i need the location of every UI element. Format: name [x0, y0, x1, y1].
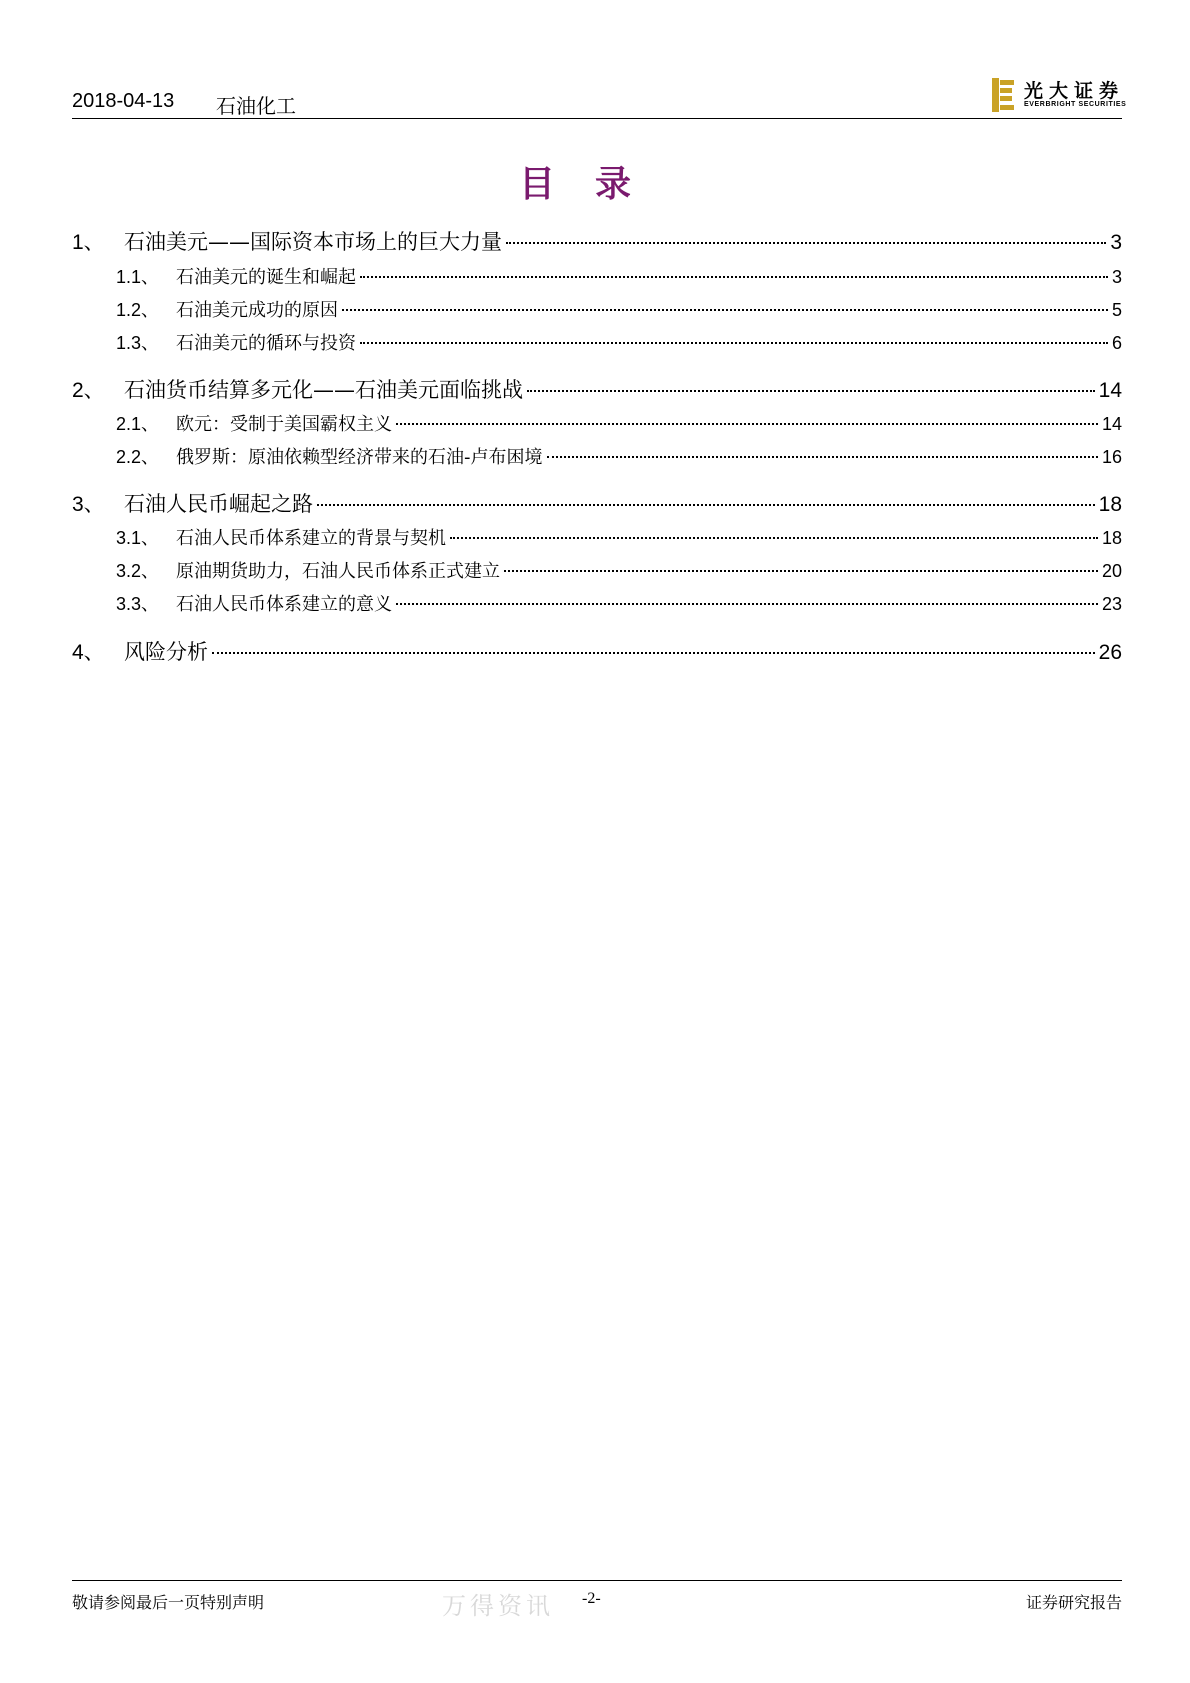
toc-entry-number: 4、: [72, 641, 105, 664]
toc-entry-number: 1、: [72, 231, 105, 254]
toc-entry[interactable]: [72, 296, 1122, 322]
toc-entry-title: 原油期货助力，石油人民币体系正式建立: [176, 561, 500, 582]
toc-entry-page: 6: [1111, 333, 1122, 353]
toc-entry-title: 石油美元成功的原因: [176, 300, 338, 321]
toc-entry-number: 1.3、: [116, 333, 160, 353]
logo-name-cn: 光大证券: [1024, 80, 1125, 102]
toc-leader-dots: [504, 570, 1098, 572]
toc-entry-number: 2.2、: [116, 447, 160, 467]
toc-entry-title: 欧元：受制于美国霸权主义: [176, 414, 392, 435]
toc-entry-page: 14: [1101, 414, 1122, 434]
toc-entry[interactable]: [72, 374, 1122, 404]
toc-entry-title: 石油货币结算多元化——石油美元面临挑战: [124, 378, 523, 402]
page-number: -2-: [582, 1590, 601, 1607]
report-type: 证券研究报告: [1025, 1593, 1122, 1612]
toc-entry[interactable]: [72, 443, 1122, 469]
toc-entry[interactable]: [72, 590, 1122, 616]
toc-entry-page: 3: [1111, 267, 1122, 287]
everbright-logo-icon: [992, 78, 1018, 112]
toc-entry-number: 2、: [72, 379, 105, 402]
toc-title: 目录: [518, 163, 671, 205]
header-rule: [72, 118, 1122, 119]
toc-entry[interactable]: [72, 524, 1122, 550]
toc-entry-title: 俄罗斯：原油依赖型经济带来的石油-卢布困境: [176, 447, 543, 468]
toc-entry[interactable]: [72, 557, 1122, 583]
logo-name-en: EVERBRIGHT SECURITIES: [1024, 101, 1127, 108]
toc-entry-number: 3.1、: [116, 528, 160, 548]
toc-entry-page: 5: [1111, 300, 1122, 320]
page-header: [72, 80, 1127, 122]
toc-entry-number: 1.1、: [116, 267, 160, 287]
toc-entry-page: 26: [1098, 641, 1122, 664]
toc-entry-page: 18: [1101, 528, 1122, 548]
toc-leader-dots: [360, 276, 1108, 278]
toc-leader-dots: [450, 537, 1098, 539]
toc-entry-title: 石油美元——国际资本市场上的巨大力量: [124, 230, 502, 254]
toc-entry-page: 14: [1098, 379, 1122, 402]
toc-entry-number: 3.2、: [116, 561, 160, 581]
toc-entry-page: 3: [1110, 231, 1122, 254]
report-date: 2018-04-13: [72, 90, 175, 112]
toc-leader-dots: [360, 342, 1108, 344]
toc-entry-page: 18: [1098, 493, 1122, 516]
toc-entry-title: 石油人民币崛起之路: [124, 492, 313, 516]
toc-leader-dots: [506, 242, 1106, 244]
toc-entry-page: 16: [1101, 447, 1122, 467]
toc-entry[interactable]: [72, 636, 1122, 666]
toc-entry-number: 3.3、: [116, 594, 160, 614]
toc-leader-dots: [317, 504, 1095, 506]
toc-leader-dots: [396, 603, 1098, 605]
toc-entry-number: 3、: [72, 493, 105, 516]
toc-entry[interactable]: [72, 329, 1122, 355]
toc-leader-dots: [342, 309, 1108, 311]
toc-entry-title: 风险分析: [124, 640, 208, 664]
toc-leader-dots: [527, 390, 1095, 392]
toc-entry-title: 石油人民币体系建立的意义: [176, 594, 392, 615]
disclaimer-note: 敬请参阅最后一页特别声明: [72, 1593, 265, 1612]
footer-rule: [72, 1580, 1122, 1581]
toc-entry[interactable]: [72, 488, 1122, 518]
toc-entry[interactable]: [72, 410, 1122, 436]
toc-entry[interactable]: [72, 226, 1122, 256]
industry-label: 石油化工: [216, 94, 296, 118]
toc-leader-dots: [212, 652, 1095, 654]
toc-entry-title: 石油人民币体系建立的背景与契机: [176, 528, 446, 549]
toc-entry[interactable]: [72, 263, 1122, 289]
toc-entry-title: 石油美元的诞生和崛起: [176, 267, 356, 288]
toc-entry-number: 2.1、: [116, 414, 160, 434]
toc-entry-page: 20: [1101, 561, 1122, 581]
everbright-logo: [992, 78, 1127, 116]
toc-entry-title: 石油美元的循环与投资: [176, 333, 356, 354]
toc-entry-number: 1.2、: [116, 300, 160, 320]
watermark: 万得资讯: [442, 1592, 554, 1620]
toc-entry-page: 23: [1101, 594, 1122, 614]
toc-leader-dots: [396, 423, 1098, 425]
toc-leader-dots: [547, 456, 1098, 458]
page-footer: [72, 1580, 1122, 1620]
